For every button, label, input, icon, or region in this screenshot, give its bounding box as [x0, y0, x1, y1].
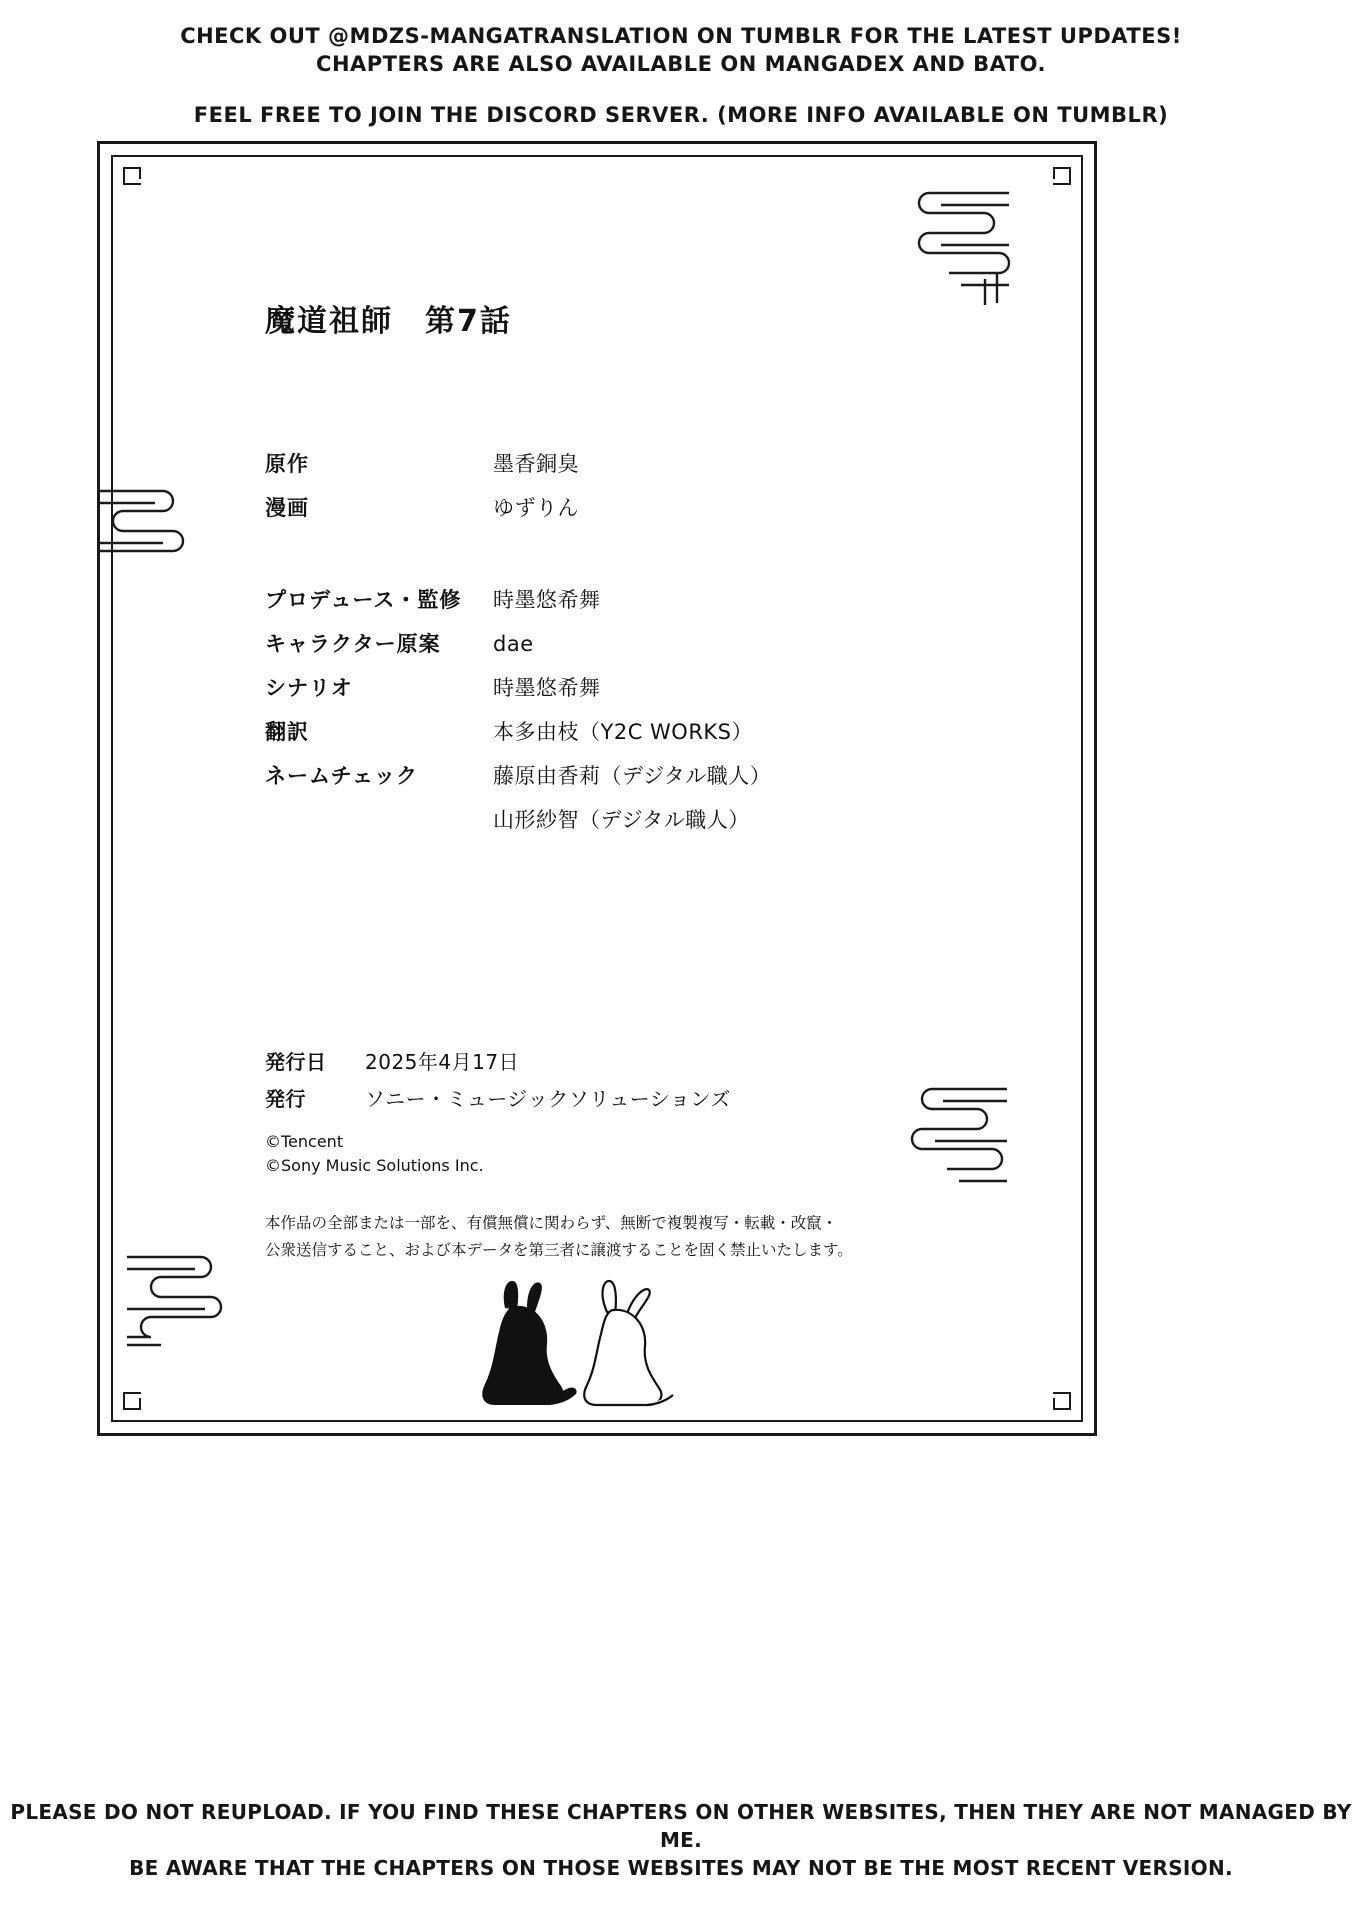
copyright-line: ©Tencent — [265, 1132, 344, 1151]
scanlation-bottom-notes — [0, 1798, 1362, 1882]
publication-info — [265, 1046, 1025, 1178]
rabbits-illustration — [457, 1278, 717, 1418]
white-rabbit-icon — [584, 1281, 673, 1405]
credit-row — [265, 760, 1025, 790]
corner-ornament-top-left — [97, 141, 155, 199]
black-rabbit-icon — [482, 1281, 576, 1405]
credit-label: 原作 — [265, 452, 309, 476]
credit-value: 藤原由香莉（デジタル職人） — [493, 764, 772, 788]
copyright-block — [265, 1130, 1025, 1178]
credit-value: 本多由枝（Y2C WORKS） — [493, 720, 754, 744]
credits-staff-list — [265, 584, 1025, 834]
legal-line: 公衆送信すること、および本データを第三者に譲渡することを固く禁止いたします。 — [265, 1241, 853, 1260]
cloud-motif-left-icon — [93, 481, 223, 571]
scanlation-note-line-1: CHECK OUT @MDZS-MANGATRANSLATION ON TUMBLR FOR THE LATEST UPDATES! — [180, 24, 1182, 48]
credits-primary-list — [265, 448, 1025, 522]
credit-row-continuation — [265, 804, 1025, 834]
publication-row — [265, 1083, 1025, 1112]
credits-spacer — [265, 536, 1025, 584]
corner-ornament-bottom-left — [97, 1378, 155, 1436]
corner-ornament-top-right — [1039, 141, 1097, 199]
credit-value: 墨香銅臭 — [493, 452, 579, 476]
credit-label: ネームチェック — [265, 764, 418, 788]
credit-row — [265, 628, 1025, 658]
credit-value: 山形紗智（デジタル職人） — [493, 808, 750, 832]
credit-row — [265, 584, 1025, 614]
credit-label: シナリオ — [265, 676, 353, 700]
publication-label: 発行 — [265, 1087, 306, 1111]
credit-row — [265, 672, 1025, 702]
credit-label: プロデュース・監修 — [265, 588, 462, 612]
cloud-motif-bottom-left-icon — [121, 1251, 256, 1351]
copyright-line: ©Sony Music Solutions Inc. — [265, 1156, 484, 1175]
credit-label: 翻訳 — [265, 720, 309, 744]
legal-notice — [265, 1210, 1025, 1264]
publication-label: 発行日 — [265, 1050, 327, 1074]
credit-row — [265, 716, 1025, 746]
publication-row — [265, 1046, 1025, 1075]
credit-value: 時墨悠希舞 — [493, 588, 601, 612]
credit-label: 漫画 — [265, 496, 309, 520]
credit-value: 時墨悠希舞 — [493, 676, 601, 700]
scanlation-top-notes — [0, 22, 1362, 129]
scanlation-bottom-line-2: BE AWARE THAT THE CHAPTERS ON THOSE WEBSITES MAY NOT BE THE MOST RECENT VERSION. — [129, 1856, 1233, 1880]
credit-value: dae — [493, 632, 534, 656]
credit-value: ゆずりん — [493, 496, 579, 520]
page-title: 魔道祖師 第7話 — [265, 304, 512, 339]
legal-line: 本作品の全部または一部を、有償無償に関わらず、無断で複製複写・転載・改竄・ — [265, 1214, 838, 1232]
publication-value: ソニー・ミュージックソリューションズ — [365, 1087, 731, 1111]
colophon-page-frame — [97, 141, 1097, 1436]
credit-row — [265, 448, 1025, 478]
credit-row — [265, 492, 1025, 522]
corner-ornament-bottom-right — [1039, 1378, 1097, 1436]
publication-value: 2025年4月17日 — [365, 1050, 520, 1074]
scanlation-note-line-3: FEEL FREE TO JOIN THE DISCORD SERVER. (MORE INFO AVAILABLE ON TUMBLR) — [193, 102, 1169, 127]
scanlation-bottom-line-1: PLEASE DO NOT REUPLOAD. IF YOU FIND THESE CHAPTERS ON OTHER WEBSITES, THEN THEY ARE NOT MANAGED BY ME. — [10, 1800, 1352, 1852]
colophon-content — [265, 296, 1025, 1178]
scanlation-note-line-2: CHAPTERS ARE ALSO AVAILABLE ON MANGADEX AND BATO. — [316, 52, 1046, 77]
credit-label: キャラクター原案 — [265, 632, 441, 656]
cloud-motif-top-right-icon — [889, 183, 1014, 308]
